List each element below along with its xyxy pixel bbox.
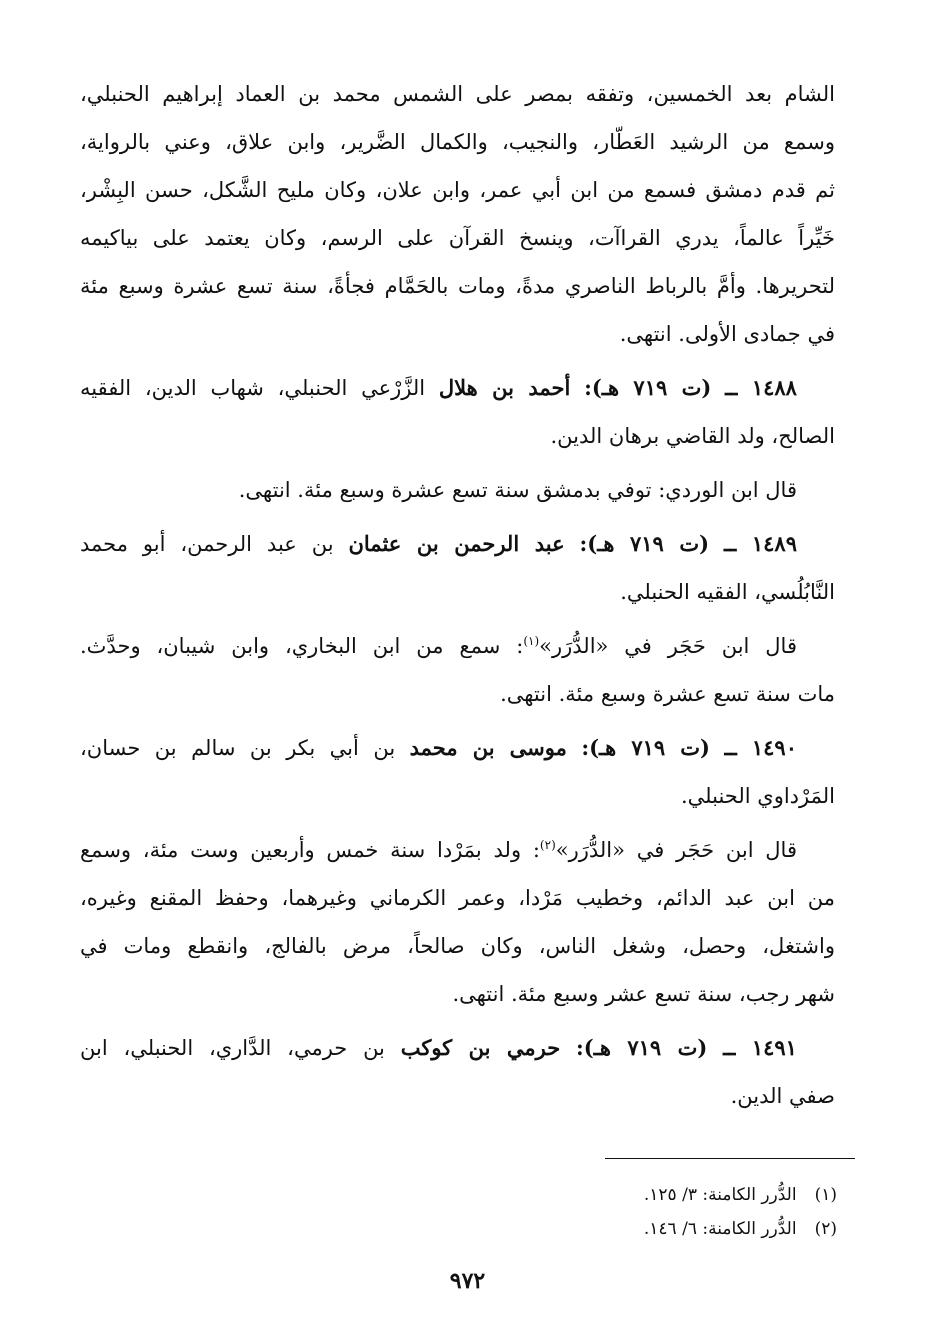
text-line	[80, 826, 835, 874]
quote-1489	[80, 622, 835, 718]
continuation-paragraph	[80, 70, 835, 358]
text-line: واشتغل، وحصل، وشغل الناس، وكان صالحاً، مرض بالفالج، وانقطع ومات في	[80, 934, 835, 958]
entry-heading-line	[80, 724, 835, 772]
text-line: المَرْداوي الحنبلي.	[681, 784, 835, 808]
text-line: شهر رجب، سنة تسع عشر وسبع مئة. انتهى.	[452, 982, 835, 1006]
entry-death-date: (ت ٧١٩ هـ):	[581, 735, 710, 760]
text-line: وسمع من الرشيد العَطّار، والنجيب، والكمال الضَّرير، وابن علاق، وعني بالرواية،	[80, 130, 835, 154]
footnotes	[437, 1178, 837, 1246]
quote-text: : ولد بمَرْدا سنة خمس وأربعين وست مئة، وسمع	[80, 838, 540, 862]
text-line: الصالح، ولد القاضي برهان الدين.	[550, 424, 835, 448]
entry-name: حرمي بن كوكب	[400, 1035, 561, 1060]
text-line: في جمادى الأولى. انتهى.	[619, 322, 835, 346]
entry-death-date: (ت ٧١٩ هـ):	[584, 375, 712, 400]
entry-1488	[80, 364, 835, 460]
entry-text: بن حرمي، الدَّاري، الحنبلي، ابن	[80, 1036, 385, 1060]
text-line	[80, 622, 835, 670]
text-line: مات سنة تسع عشرة وسبع مئة. انتهى.	[500, 682, 835, 706]
text-line: خَيِّراً عالماً، يدري القراآت، وينسخ القرآن على الرسم، وكان يعتمد على بياكيمه	[80, 226, 835, 250]
entry-name: أحمد بن هلال	[438, 375, 571, 400]
entry-number: ١٤٩٠ ــ	[724, 735, 797, 760]
quote-1490	[80, 826, 835, 1018]
text-line: الشام بعد الخمسين، وتفقه بمصر على الشمس محمد بن العماد إبراهيم الحنبلي،	[80, 82, 835, 106]
quote-intro: قال ابن حَجَر في «الدُّرَر»	[539, 634, 797, 658]
footnote-mark: (١)	[814, 1185, 837, 1205]
footnote-mark: (٢)	[814, 1219, 837, 1239]
entry-heading-line	[80, 520, 835, 568]
text-line: قال ابن الوردي: توفي بدمشق سنة تسع عشرة وسبع مئة. انتهى.	[238, 478, 797, 502]
text-line: من ابن عبد الدائم، وخطيب مَرْدا، وعمر الكرماني وغيرهما، وحفظ المقنع وغيره،	[80, 886, 835, 910]
entry-name: عبد الرحمن بن عثمان	[348, 531, 565, 556]
quote-text: : سمع من ابن البخاري، وابن شيبان، وحدَّث.	[80, 634, 524, 658]
entry-number: ١٤٨٩ ــ	[724, 531, 797, 556]
entry-1490	[80, 724, 835, 820]
text-line: لتحريرها. وأمَّ بالرباط الناصري مدةً، ومات بالحَمَّام فجأةً، سنة تسع عشرة وسبع مئة	[80, 274, 835, 298]
text-line: ثم قدم دمشق فسمع من ابن أبي عمر، وابن علان، وكان مليح الشَّكل، حسن البِشْر،	[80, 178, 835, 202]
entry-number: ١٤٨٨ ــ	[725, 375, 797, 400]
entry-heading-line	[80, 1024, 835, 1072]
entry-death-date: (ت ٧١٩ هـ):	[579, 531, 710, 556]
text-line: النَّابُلُسي، الفقيه الحنبلي.	[620, 580, 835, 604]
quote-intro: قال ابن حَجَر في «الدُّرَر»	[555, 838, 797, 862]
entry-number: ١٤٩١ ــ	[723, 1035, 797, 1060]
entry-1491	[80, 1024, 835, 1120]
page-number: ٩٧٢	[449, 1268, 486, 1294]
footnote-text: الدُّرر الكامنة: ٣/ ١٢٥.	[643, 1185, 797, 1205]
entry-death-date: (ت ٧١٩ هـ):	[575, 1035, 708, 1060]
entry-text: الزَّرْعي الحنبلي، شهاب الدين، الفقيه	[80, 376, 426, 400]
footnote-reference[interactable]: (١)	[523, 634, 540, 648]
quote-1488	[80, 466, 835, 514]
entry-heading-line	[80, 364, 835, 412]
entry-1489	[80, 520, 835, 616]
main-text	[80, 70, 835, 1120]
footnote	[437, 1212, 837, 1246]
text-line: صفي الدين.	[730, 1084, 835, 1108]
footnote-text: الدُّرر الكامنة: ٦/ ١٤٦.	[643, 1219, 797, 1239]
footnote-divider	[605, 1158, 855, 1159]
entry-text: بن أبي بكر بن سالم بن حسان،	[80, 736, 396, 760]
footnote-reference[interactable]: (٢)	[539, 838, 556, 852]
entry-text: بن عبد الرحمن، أبو محمد	[80, 532, 334, 556]
footnote	[437, 1178, 837, 1212]
entry-name: موسى بن محمد	[409, 735, 567, 760]
